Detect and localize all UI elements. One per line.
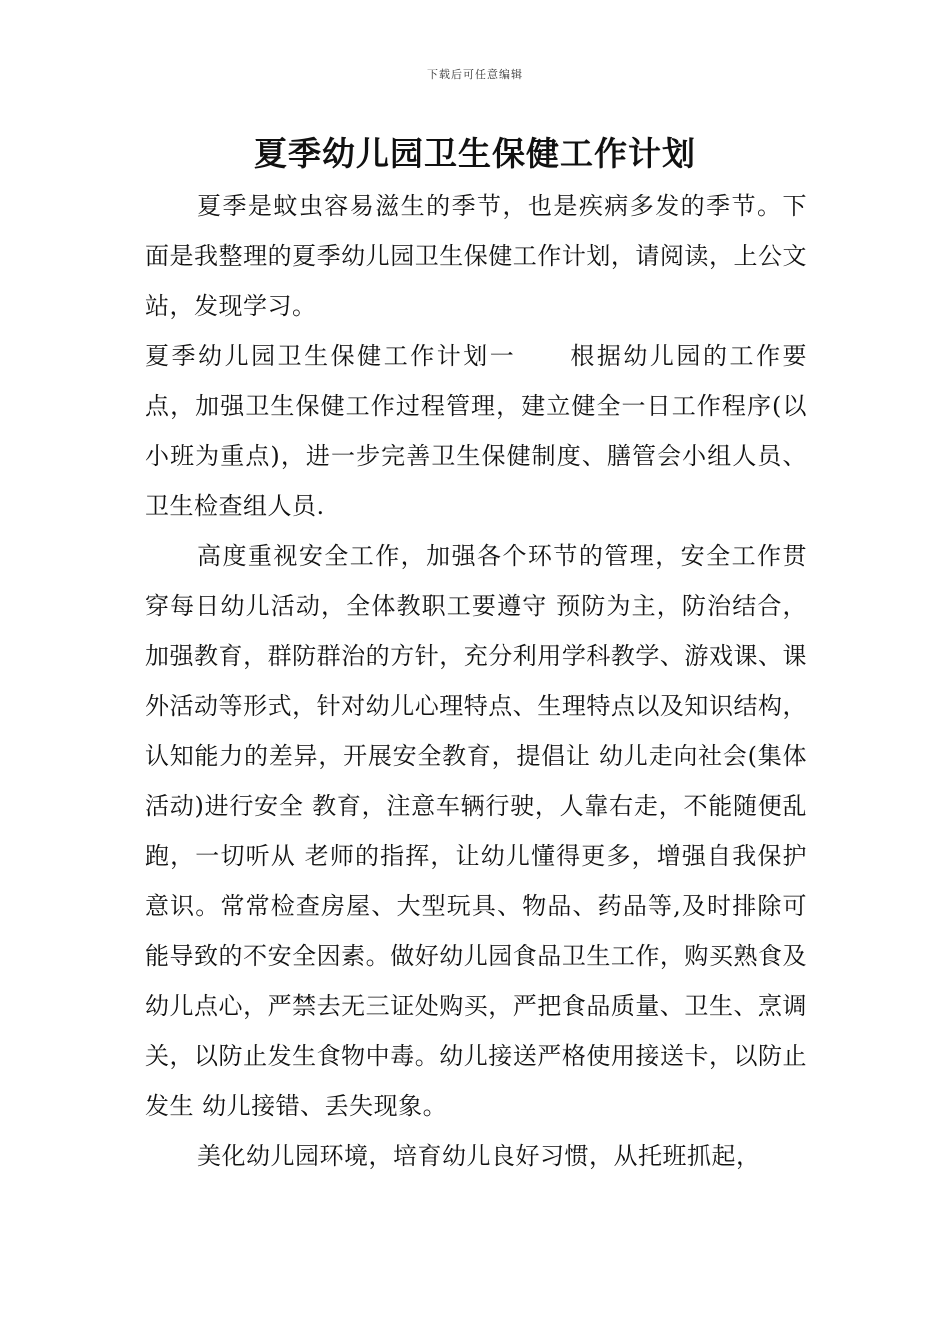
plan-paragraph-3: 美化幼儿园环境，培育幼儿良好习惯，从托班抓起， <box>197 1142 761 1170</box>
page-header-note: 下载后可任意编辑 <box>427 68 523 81</box>
plan-one-paragraph <box>145 331 807 531</box>
document-body <box>145 181 807 1181</box>
plan-paragraph-2: 高度重视安全工作，加强各个环节的管理，安全工作贯穿每日幼儿活动，全体教职工要遵守 预防为主，防治结合，加强教育，群防群治的方针，充分利用学科教学、游戏课、课外活动等形式，针对幼儿心理特点、生理特点以及知识结构，认知能力的差异，开展安全教育，提倡让 幼儿走向社会(集体活动)进行安全 教育，注意车辆行驶，人靠右走，不能随便乱跑，一切听从 老师的指挥，让幼儿懂得更多，增强自我保护意识。常常检查房屋、大型玩具、物品、药品等,及时排除可能导致的不安全因素。做好幼儿园食品卫生工作，购买熟食及幼儿点心，严禁去无三证处购买，严把食品质量、卫生、烹调关，以防止发生食物中毒。幼儿接送严格使用接送卡，以防止发生 幼儿接错、丢失现象。 <box>145 542 807 1120</box>
document-title: 夏季幼儿园卫生保健工作计划 <box>254 134 696 173</box>
plan-heading: 夏季幼儿园卫生保健工作计划一 <box>145 342 517 370</box>
intro-paragraph: 夏季是蚊虫容易滋生的季节，也是疾病多发的季节。下面是我整理的夏季幼儿园卫生保健工作计划，请阅读，上公文站，发现学习。 <box>145 192 807 320</box>
plan-paragraph-1: 根据幼儿园的工作要点，加强卫生保健工作过程管理，建立健全一日工作程序(以小班为重点)，进一步完善卫生保健制度、膳管会小组人员、卫生检查组人员. <box>145 342 808 520</box>
